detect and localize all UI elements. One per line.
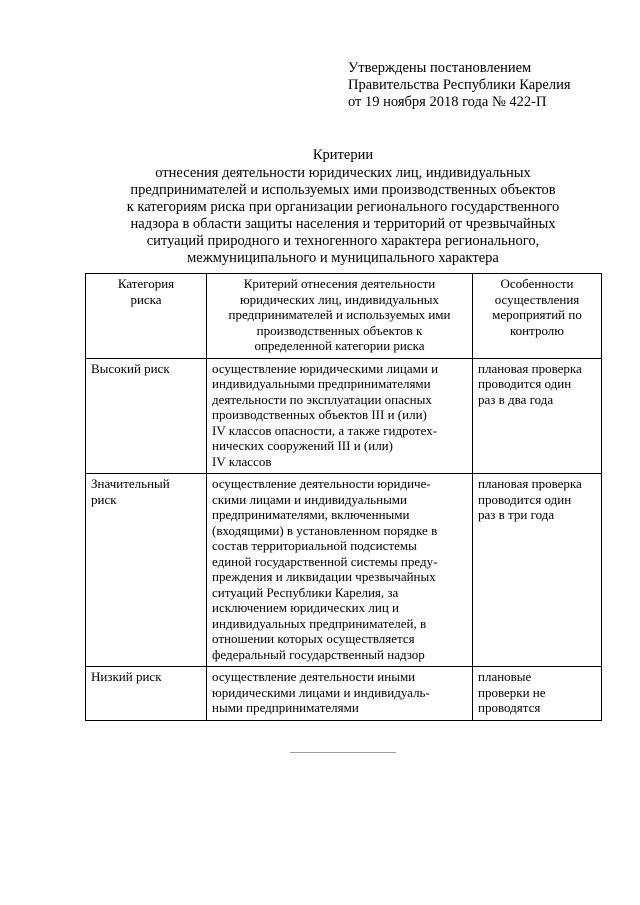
cell-line: плановая проверка bbox=[478, 476, 582, 491]
cell-category bbox=[86, 667, 207, 721]
header-line: Особенности bbox=[500, 276, 574, 291]
subtitle-line: ситуаций природного и техногенного характера регионального, bbox=[146, 233, 540, 249]
approval-line: Правительства Республики Карелия bbox=[348, 77, 571, 93]
cell-line: единой государственной системы преду- bbox=[212, 553, 438, 569]
header-line: определенной категории риска bbox=[254, 338, 425, 353]
subtitle-line: предпринимателей и используемых ими производственных объектов bbox=[130, 182, 556, 198]
header-line: юридических лиц, индивидуальных bbox=[239, 291, 440, 307]
cell-line: федеральный государственный надзор bbox=[212, 646, 425, 662]
cell-line: преждения и ликвидации чрезвычайных bbox=[212, 569, 436, 584]
cell-line: Низкий риск bbox=[91, 669, 162, 684]
footer-divider bbox=[290, 752, 396, 753]
cell-line: ситуаций Республики Карелия, за bbox=[212, 584, 399, 600]
table-header-row bbox=[86, 274, 602, 359]
cell-line: нических сооружений III и (или) bbox=[212, 438, 393, 453]
header-line: мероприятий по bbox=[492, 307, 582, 322]
cell-line: раз в два года bbox=[478, 391, 554, 407]
cell-line: предпринимателями, включенными bbox=[212, 507, 410, 522]
cell-line: проводятся bbox=[478, 700, 541, 715]
cell-line: плановая проверка bbox=[478, 360, 582, 376]
cell-line: раз в три года bbox=[478, 507, 555, 522]
cell-line: скими лицами и индивидуальными bbox=[212, 491, 407, 507]
cell-control bbox=[473, 667, 602, 721]
header-line: осуществления bbox=[494, 291, 580, 307]
cell-line: индивидуальных предпринимателей, в bbox=[212, 615, 427, 631]
cell-category bbox=[86, 358, 207, 474]
header-line: риска bbox=[130, 291, 162, 307]
cell-line: Значительный bbox=[91, 476, 170, 491]
cell-control bbox=[473, 474, 602, 667]
cell-line: состав территориальной подсистемы bbox=[212, 538, 417, 553]
cell-line: производственных объектов III и (или) bbox=[212, 407, 427, 422]
cell-line: осуществление деятельности юридиче- bbox=[212, 476, 431, 491]
cell-criterion bbox=[207, 358, 473, 474]
table-row-significant-risk bbox=[86, 474, 602, 667]
cell-category bbox=[86, 474, 207, 667]
cell-line: осуществление юридическими лицами и bbox=[212, 360, 439, 376]
header-line: Критерий отнесения деятельности bbox=[243, 276, 436, 291]
table-row-low-risk bbox=[86, 667, 602, 721]
cell-line: отношении которых осуществляется bbox=[212, 631, 415, 646]
header-line: контролю bbox=[510, 322, 564, 338]
cell-line: Высокий риск bbox=[91, 360, 170, 376]
cell-line: индивидуальными предпринимателями bbox=[212, 376, 431, 391]
cell-line: исключением юридических лиц и bbox=[212, 600, 399, 615]
cell-line: проводится один bbox=[478, 376, 572, 391]
header-control bbox=[473, 274, 602, 359]
cell-line: деятельности по эксплуатации опасных bbox=[212, 391, 432, 407]
subtitle-line: надзора в области защиты населения и территорий от чрезвычайных bbox=[130, 216, 556, 232]
cell-criterion bbox=[207, 667, 473, 721]
cell-line: (входящими) в установленном порядке в bbox=[212, 522, 438, 538]
cell-line: IV классов bbox=[212, 453, 272, 469]
cell-line: плановые bbox=[478, 669, 532, 684]
cell-criterion bbox=[207, 474, 473, 667]
cell-line: осуществление деятельности иными bbox=[212, 669, 416, 684]
cell-line: проверки не bbox=[478, 684, 546, 700]
cell-line: IV классов опасности, а также гидротех- bbox=[212, 422, 438, 438]
cell-line: юридическими лицами и индивидуаль- bbox=[212, 684, 430, 700]
document-title: Критерии bbox=[312, 147, 374, 163]
approval-block bbox=[348, 60, 571, 111]
header-line: производственных объектов к bbox=[256, 322, 423, 338]
cell-line: проводится один bbox=[478, 491, 572, 507]
table-row-high-risk bbox=[86, 358, 602, 474]
criteria-table bbox=[85, 273, 602, 721]
header-criterion bbox=[207, 274, 473, 359]
approval-line: Утверждены постановлением bbox=[348, 60, 532, 76]
cell-control bbox=[473, 358, 602, 474]
header-category bbox=[86, 274, 207, 359]
cell-line: ными предпринимателями bbox=[212, 700, 359, 715]
subtitle-line: отнесения деятельности юридических лиц, индивидуальных bbox=[155, 165, 531, 181]
cell-line: риск bbox=[91, 491, 117, 507]
subtitle-line: межмуниципального и муниципального характера bbox=[187, 250, 499, 266]
subtitle-line: к категориям риска при организации регионального государственного bbox=[126, 199, 560, 215]
header-line: Категория bbox=[117, 276, 175, 291]
document-heading bbox=[0, 147, 640, 267]
header-line: предпринимателей и используемых ими bbox=[228, 307, 451, 322]
approval-line: от 19 ноября 2018 года № 422-П bbox=[348, 94, 547, 110]
